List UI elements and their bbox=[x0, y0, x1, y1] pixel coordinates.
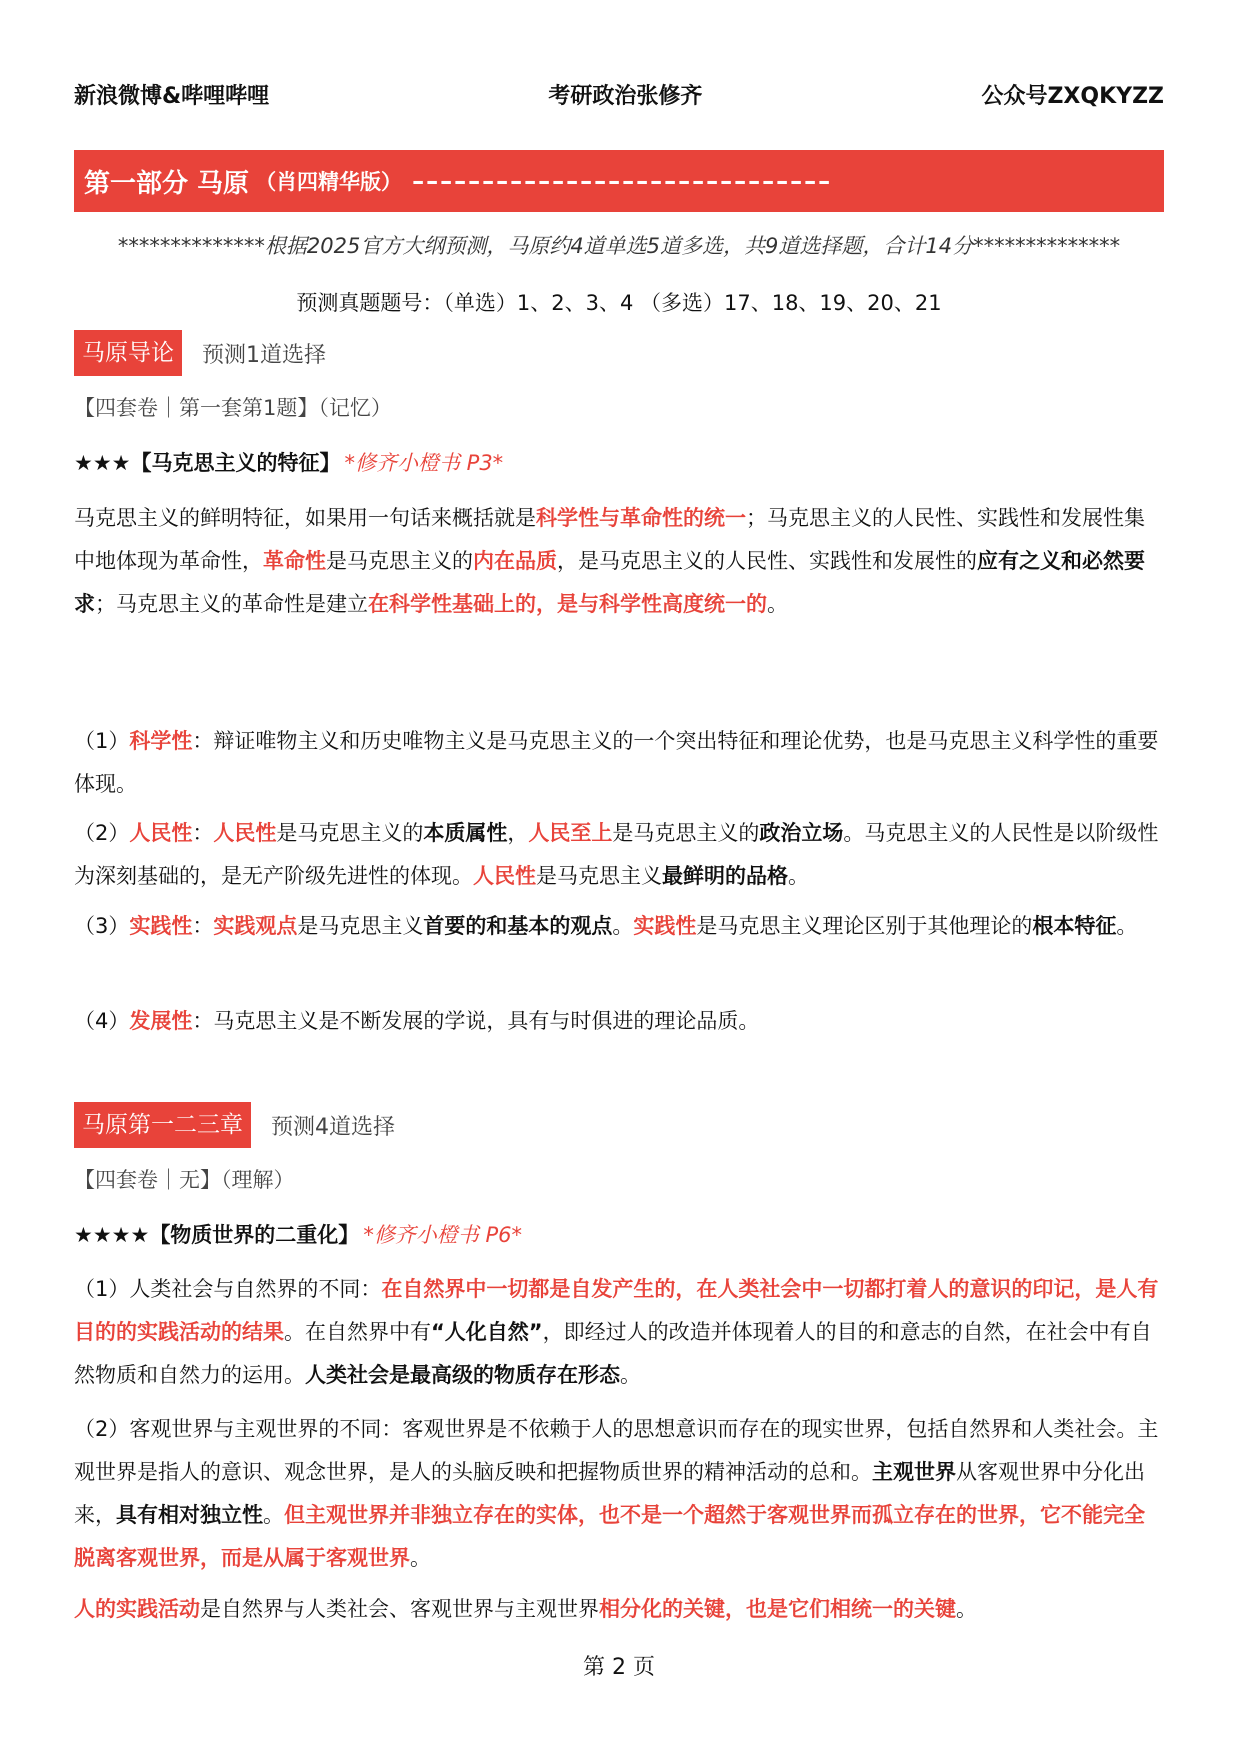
text-run: 人的实践活动 bbox=[74, 1597, 200, 1621]
section-tag: 马原第一二三章 bbox=[74, 1102, 251, 1148]
text-run: “人化自然” bbox=[431, 1320, 543, 1344]
header-center: 考研政治张修齐 bbox=[548, 83, 703, 109]
text-run: 主观世界 bbox=[872, 1460, 956, 1484]
text-run: ， bbox=[507, 821, 529, 845]
text-run: 。马克思主义的人民性是以阶级性为深刻基础的，是无产阶级先进性的体现。 bbox=[74, 821, 1159, 888]
section-tag-row bbox=[74, 1102, 395, 1148]
point-1 bbox=[74, 720, 1164, 806]
text-run: 人民性 bbox=[213, 821, 277, 845]
text-run: 。 bbox=[620, 1363, 641, 1387]
banner-subtitle: （肖四精华版） bbox=[255, 170, 403, 194]
text-run: 内在品质 bbox=[473, 549, 557, 573]
text-run: 。 bbox=[767, 592, 788, 616]
text-run: 。 bbox=[788, 864, 809, 888]
point-4 bbox=[74, 1000, 1164, 1043]
text-run: 根本特征 bbox=[1032, 914, 1117, 938]
text-run: ： bbox=[192, 821, 214, 845]
summary-paragraph bbox=[74, 497, 1164, 626]
header-left: 新浪微博&哔哩哔哩 bbox=[74, 83, 270, 109]
text-run: 首要的和基本的观点 bbox=[423, 914, 613, 938]
text-run: 。 bbox=[1116, 914, 1138, 938]
text-run: 。 bbox=[410, 1546, 431, 1570]
point-1 bbox=[74, 1268, 1164, 1397]
text-run: （4） bbox=[74, 1009, 130, 1033]
section-desc: 预测4道选择 bbox=[271, 1114, 395, 1140]
section-tag: 马原导论 bbox=[74, 330, 182, 376]
text-run: 人民性 bbox=[129, 821, 193, 845]
intro-note: **************根据2025官方大纲预测，马原约4道单选5道多选，共9道选择题，合计14分************** bbox=[117, 234, 1121, 258]
conclusion bbox=[74, 1588, 1164, 1631]
text-run: 是马克思主义 bbox=[297, 914, 424, 938]
text-run: 本质属性 bbox=[423, 821, 508, 845]
text-run: 具有相对独立性 bbox=[116, 1503, 263, 1527]
text-run: ；马克思主义的革命性是建立 bbox=[95, 592, 368, 616]
banner-dashes: –––––––––––––––––––––––––––––– bbox=[412, 167, 833, 195]
text-run: 政治立场 bbox=[759, 821, 844, 845]
star-rating: ★★★★ bbox=[74, 1223, 150, 1247]
text-run: ，即经过人的改造并体现着人的目的和意志的自然， bbox=[542, 1320, 1026, 1344]
text-run: 应有之义和必然要求 bbox=[74, 549, 1145, 616]
text-run: 在自然界中一切都是自发产生的，在人类社会中一切都打着人的意识的印记，是人有目的的实践活动的结果 bbox=[74, 1277, 1159, 1344]
part-banner bbox=[74, 150, 1164, 212]
header-right: 公众号ZXQKYZZ bbox=[981, 83, 1164, 109]
text-run: （2）客观世界与主观世界的不同： bbox=[74, 1417, 403, 1441]
text-run: 。 bbox=[956, 1597, 977, 1621]
predicted-questions: 预测真题题号：（单选）1、2、3、4 （多选）17、18、19、20、21 bbox=[296, 291, 942, 315]
text-run: 人类社会是最高级的物质存在形态 bbox=[305, 1363, 620, 1387]
text-run: ；马克思主义的人民性、实践性和发展性集中地体现为革命性， bbox=[74, 506, 1145, 573]
text-run: 人民性 bbox=[473, 864, 536, 888]
text-run: 是自然界与人类社会、客观世界与主观世界 bbox=[200, 1597, 599, 1621]
topic-heading bbox=[74, 1219, 522, 1249]
section-tag-row bbox=[74, 330, 326, 376]
page-number: 第 2 页 bbox=[583, 1655, 655, 1680]
text-run: 革命性 bbox=[263, 549, 326, 573]
text-run: 。在自然界中有 bbox=[284, 1320, 431, 1344]
text-run: （1） bbox=[74, 729, 130, 753]
point-2 bbox=[74, 1408, 1164, 1580]
text-run: 实践观点 bbox=[213, 914, 298, 938]
text-run: 是马克思主义的 bbox=[276, 821, 424, 845]
text-run: 。 bbox=[612, 914, 634, 938]
point-2 bbox=[74, 812, 1164, 898]
text-run: 最鲜明的品格 bbox=[662, 864, 788, 888]
topic-heading bbox=[74, 447, 503, 477]
point-3 bbox=[74, 905, 1164, 948]
section-source: 【四套卷｜第一套第1题】（记忆） bbox=[74, 396, 392, 420]
text-run: 相分化的关键，也是它们相统一的关键 bbox=[599, 1597, 956, 1621]
text-run: 在社会中有自然物质和自然力的运用。 bbox=[74, 1320, 1152, 1387]
star-rating: ★★★ bbox=[74, 451, 131, 475]
text-run: 科学性与革命性的统一 bbox=[536, 506, 746, 530]
text-run: 人民至上 bbox=[528, 821, 613, 845]
text-run: 客观世界是不依赖于人的思想意识而存在的现实世界，包括自然界和人类社会。主观世界是指人的意识、观念世界，是人的头脑反映和把握物质世界的精神活动的总和。 bbox=[74, 1417, 1159, 1484]
text-run: （2） bbox=[74, 821, 130, 845]
banner-title: 第一部分 马原 bbox=[84, 168, 250, 199]
text-run: 但主观世界并非独立存在的实体，也不是一个超然于客观世界而孤立存在的世界，它不能完全脱离客观世界，而是从属于客观世界 bbox=[74, 1503, 1145, 1570]
text-run: 是马克思主义 bbox=[536, 864, 662, 888]
topic-title: 【马克思主义的特征】 bbox=[130, 451, 341, 475]
section-desc: 预测1道选择 bbox=[202, 342, 326, 368]
text-run: 科学性 bbox=[129, 729, 193, 753]
text-run: （1）人类社会与自然界的不同： bbox=[74, 1277, 382, 1301]
text-run: ，是马克思主义的人民性、实践性和发展性的 bbox=[557, 549, 977, 573]
book-reference: *修齐小橙书 P3* bbox=[344, 451, 504, 475]
book-reference: *修齐小橙书 P6* bbox=[363, 1223, 523, 1247]
text-run: 是马克思主义的 bbox=[612, 821, 760, 845]
text-run: 马克思主义的鲜明特征，如果用一句话来概括就是 bbox=[74, 506, 536, 530]
page-header bbox=[74, 74, 1164, 114]
text-run: 是马克思主义理论区别于其他理论的 bbox=[696, 914, 1033, 938]
text-run: 发展性 bbox=[129, 1009, 193, 1033]
text-run: 是马克思主义的 bbox=[326, 549, 473, 573]
text-run: （3） bbox=[74, 914, 130, 938]
text-run: 实践性 bbox=[129, 914, 193, 938]
text-run: 实践性 bbox=[633, 914, 697, 938]
text-run: ：辩证唯物主义和历史唯物主义是马克思主义的一个突出特征和理论优势，也是马克思主义科学性的重要体现。 bbox=[74, 729, 1159, 796]
section-source: 【四套卷｜无】（理解） bbox=[74, 1168, 295, 1192]
text-run: 从客观世界中分化出来， bbox=[74, 1460, 1145, 1527]
text-run: 在科学性基础上的，是与科学性高度统一的 bbox=[368, 592, 767, 616]
text-run: ： bbox=[192, 914, 214, 938]
topic-title: 【物质世界的二重化】 bbox=[149, 1223, 360, 1247]
text-run: 。 bbox=[263, 1503, 284, 1527]
text-run: ：马克思主义是不断发展的学说，具有与时俱进的理论品质。 bbox=[192, 1009, 760, 1033]
